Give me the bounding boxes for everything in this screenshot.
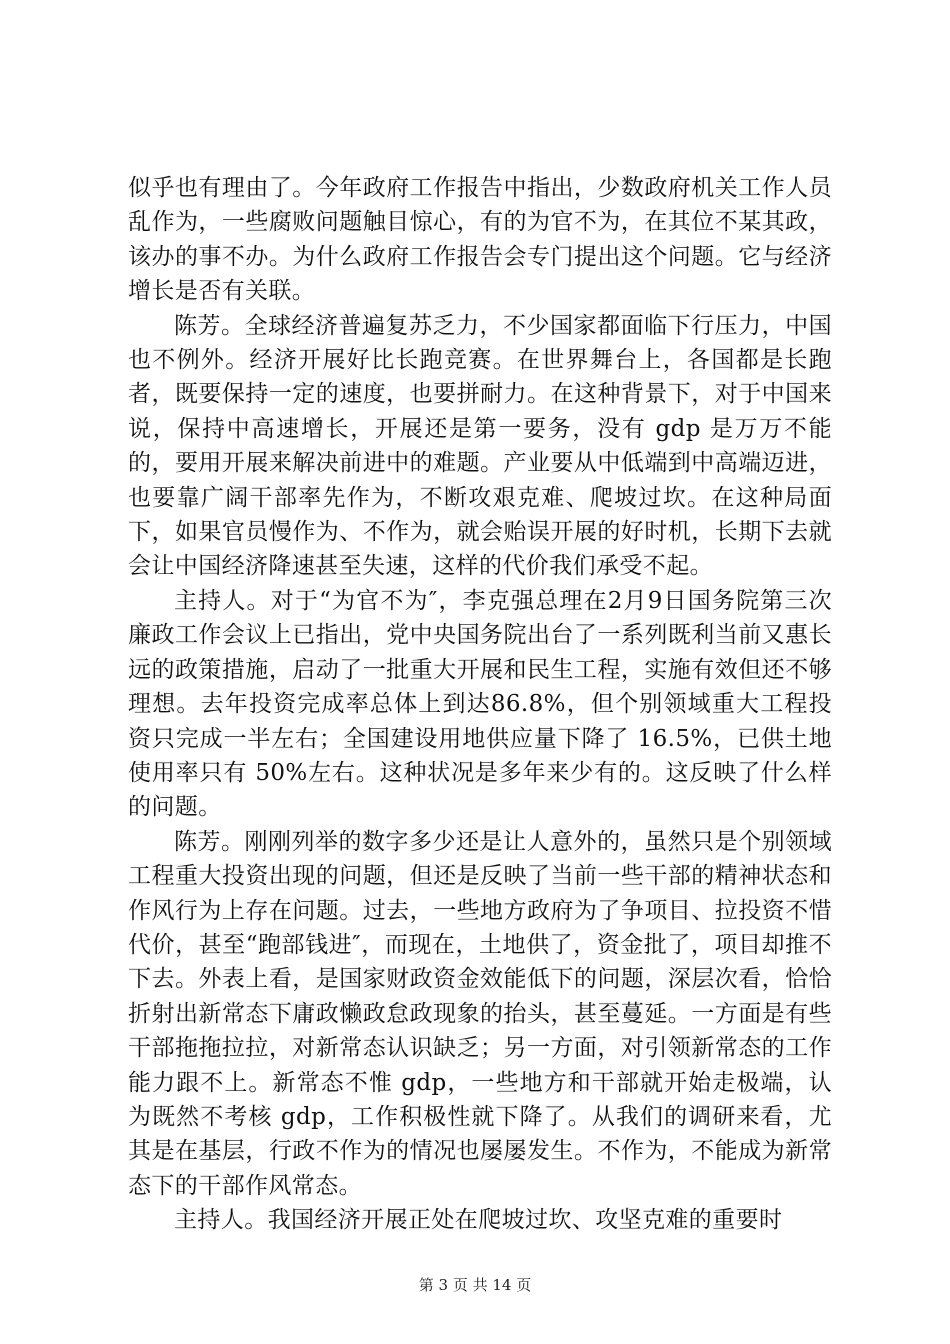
paragraph-2: 陈芳。全球经济普遍复苏乏力，不少国家都面临下行压力，中国也不例外。经济开展好比长跑竞赛。在世界舞台上，各国都是长跑者，既要保持一定的速度，也要拼耐力。在这种背景下，对于中国来说，保持中高速增长，开展还是第一要务，没有 gdp 是万万不能的，要用开展来解决前进中的难题。产业要从中低端到中高端迈进，也要靠广阔干部率先作为，不断攻艰克难、爬坡过坎。在这种局面下，如果官员慢作为、不作为，就会贻误开展的好时机，长期下去就会让中国经济降速甚至失速，这样的代价我们承受不起。 bbox=[128, 312, 832, 580]
page-number-footer: 第 3 页 共 14 页 bbox=[418, 1276, 532, 1294]
paragraph-5: 主持人。我国经济开展正处在爬坡过坎、攻坚克难的重要时 bbox=[174, 1207, 783, 1234]
paragraph-4: 陈芳。刚刚列举的数字多少还是让人意外的，虽然只是个别领域工程重大投资出现的问题，但还是反映了当前一些干部的精神状态和作风行为上存在问题。过去，一些地方政府为了争项目、拉投资不惜代价，甚至“跑部钱进″，而现在，土地供了，资金批了，项目却推不下去。外表上看，是国家财政资金效能低下的问题，深层次看，恰恰折射出新常态下庸政懒政怠政现象的抬头，甚至蔓延。一方面是有些干部拖拖拉拉，对新常态认识缺乏；另一方面，对引领新常态的工作能力跟不上。新常态不惟 gdp，一些地方和干部就开始走极端，认为既然不考核 gdp，工作积极性就下降了。从我们的调研来看，尤其是在基层，行政不作为的情况也屡屡发生。不作为，不能成为新常态下的干部作风常态。 bbox=[128, 828, 832, 1199]
paragraph-1: 似乎也有理由了。今年政府工作报告中指出，少数政府机关工作人员乱作为，一些腐败问题触目惊心，有的为官不为，在其位不某其政，该办的事不办。为什么政府工作报告会专门提出这个问题。它与经济增长是否有关联。 bbox=[128, 175, 832, 305]
paragraph-3: 主持人。对于“为官不为″，李克强总理在2月9日国务院第三次廉政工作会议上已指出，党中央国务院出台了一系列既利当前又惠长远的政策措施，启动了一批重大开展和民生工程，实施有效但还不够理想。去年投资完成率总体上到达86.8%，但个别领域重大工程投资只完成一半左右；全国建设用地供应量下降了 16.5%，已供土地使用率只有 50%左右。这种状况是多年来少有的。这反映了什么样的问题。 bbox=[128, 587, 832, 821]
document-body bbox=[128, 171, 832, 1238]
